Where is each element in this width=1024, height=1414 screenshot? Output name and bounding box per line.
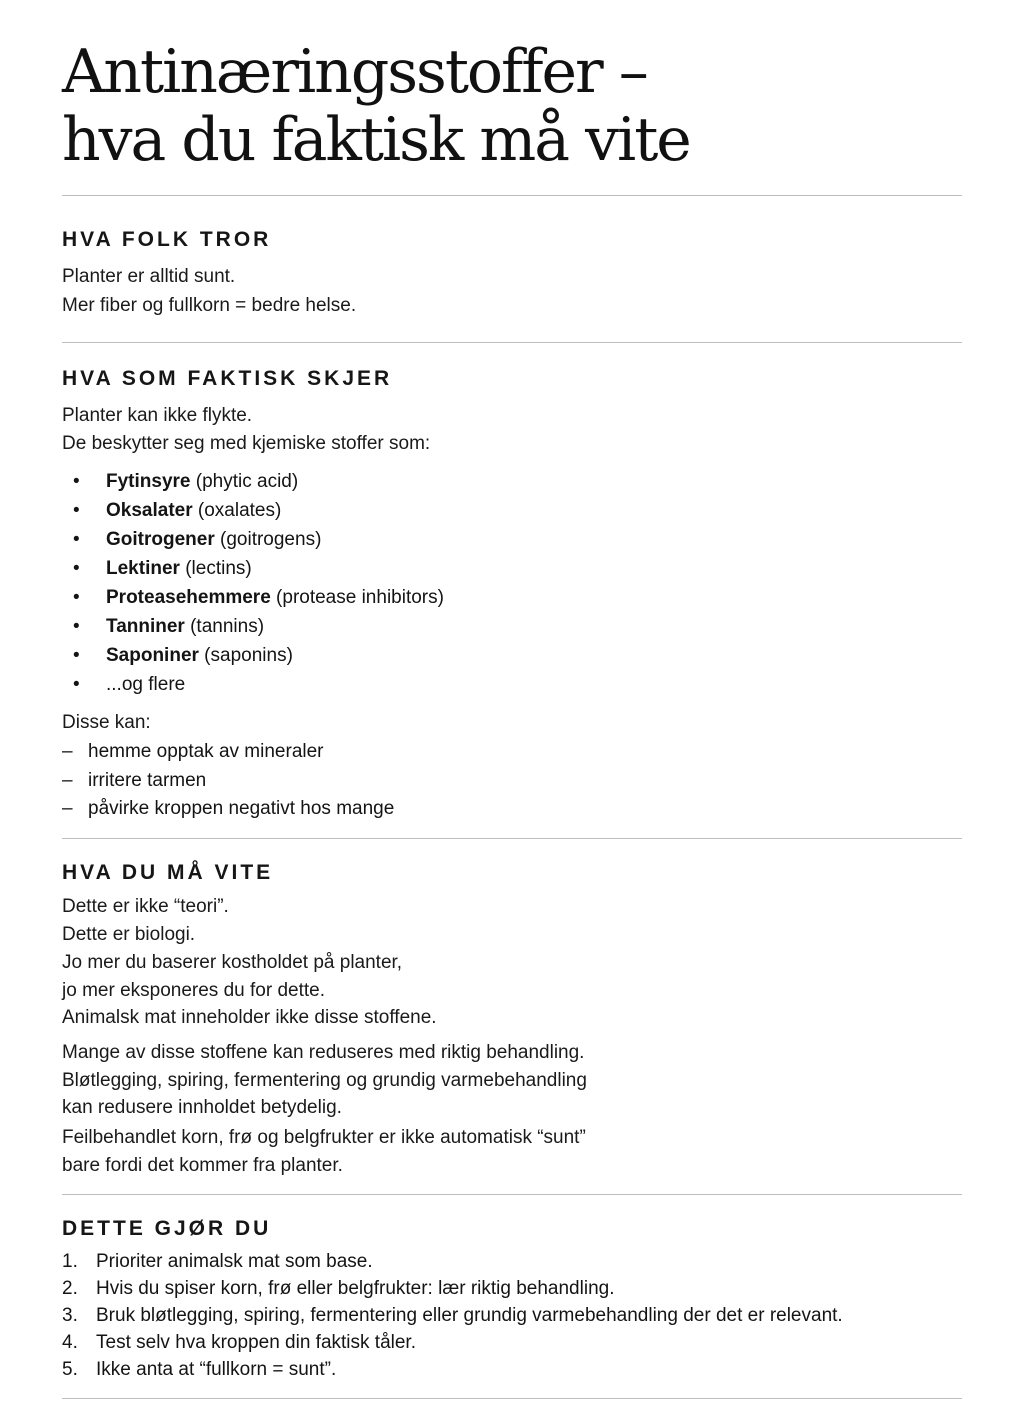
section-heading-beliefs: HVA FOLK TROR	[62, 228, 272, 251]
list-item: Prioriter animalsk mat som base.	[96, 1251, 373, 1272]
section-heading-what-to-know: HVA DU MÅ VITE	[62, 861, 274, 884]
list-item	[106, 528, 321, 552]
section-heading-what-happens: HVA SOM FAKTISK SKJER	[62, 367, 393, 390]
list-item-term: Fytinsyre	[106, 471, 191, 492]
list-item-translation: (tannins)	[184, 616, 265, 637]
body-line: Mer fiber og fullkorn = bedre helse.	[62, 295, 357, 316]
bullet-icon: •	[73, 500, 80, 521]
list-item	[106, 644, 293, 668]
body-line: De beskytter seg med kjemiske stoffer som:	[62, 433, 431, 454]
list-item-translation: (oxalates)	[192, 500, 282, 521]
bullet-icon: •	[73, 529, 80, 550]
section-heading-actions: DETTE GJØR DU	[62, 1217, 272, 1240]
body-line: kan redusere innholdet betydelig.	[62, 1097, 342, 1118]
list-item-translation: (saponins)	[198, 645, 293, 666]
bullet-icon: •	[73, 616, 80, 637]
divider	[62, 195, 962, 196]
body-line: Feilbehandlet korn, frø og belgfrukter er ikke automatisk “sunt”	[62, 1127, 586, 1148]
list-item-term: Lektiner	[106, 558, 180, 579]
bullet-icon: •	[73, 587, 80, 608]
list-item-term: Tanniner	[106, 616, 185, 637]
list-item-term: Saponiner	[106, 645, 199, 666]
body-line: Dette er ikke “teori”.	[62, 896, 229, 917]
list-item: Test selv hva kroppen din faktisk tåler.	[96, 1332, 416, 1353]
body-line: Planter er alltid sunt.	[62, 266, 236, 287]
page-title-line-1: Antinæringsstoffer –	[62, 37, 647, 107]
body-line: Dette er biologi.	[62, 924, 196, 945]
bullet-icon: •	[73, 471, 80, 492]
list-item-translation: (goitrogens)	[214, 529, 322, 550]
page-title-line-2: hva du faktisk må vite	[62, 105, 690, 175]
body-line: Animalsk mat inneholder ikke disse stoffene.	[62, 1007, 437, 1028]
bullet-icon: •	[73, 645, 80, 666]
list-item	[106, 615, 264, 639]
body-line: Planter kan ikke flykte.	[62, 405, 253, 426]
list-item	[106, 586, 444, 610]
list-item: Bruk bløtlegging, spiring, fermentering eller grundig varmebehandling der det er relevant.	[96, 1305, 843, 1326]
list-number: 3.	[62, 1305, 78, 1326]
divider	[62, 838, 962, 839]
list-item: påvirke kroppen negativt hos mange	[88, 798, 395, 819]
list-item	[106, 673, 185, 697]
dash-icon: –	[62, 798, 73, 819]
list-item: hemme opptak av mineraler	[88, 741, 324, 762]
bullet-icon: •	[73, 674, 80, 695]
list-item: Hvis du spiser korn, frø eller belgfrukter: lær riktig behandling.	[96, 1278, 615, 1299]
dash-icon: –	[62, 741, 73, 762]
list-item	[106, 499, 281, 523]
body-line: Jo mer du baserer kostholdet på planter,	[62, 952, 403, 973]
body-line: Mange av disse stoffene kan reduseres med riktig behandling.	[62, 1042, 585, 1063]
list-item	[106, 470, 298, 494]
body-line: bare fordi det kommer fra planter.	[62, 1155, 343, 1176]
divider	[62, 1194, 962, 1195]
list-number: 1.	[62, 1251, 78, 1272]
body-line: Bløtlegging, spiring, fermentering og grundig varmebehandling	[62, 1070, 587, 1091]
divider	[62, 1398, 962, 1399]
list-number: 2.	[62, 1278, 78, 1299]
list-item-translation: (phytic acid)	[190, 471, 299, 492]
list-item-term: Goitrogener	[106, 529, 215, 550]
list-item-term: Proteasehemmere	[106, 587, 271, 608]
body-line: Disse kan:	[62, 712, 151, 733]
divider	[62, 342, 962, 343]
list-item: Ikke anta at “fullkorn = sunt”.	[96, 1359, 337, 1380]
bullet-icon: •	[73, 558, 80, 579]
list-item-translation: (protease inhibitors)	[270, 587, 444, 608]
page-title	[62, 38, 690, 174]
list-item-term: Oksalater	[106, 500, 193, 521]
list-number: 5.	[62, 1359, 78, 1380]
list-item: irritere tarmen	[88, 770, 207, 791]
list-item-translation: (lectins)	[179, 558, 252, 579]
body-line: jo mer eksponeres du for dette.	[62, 980, 325, 1001]
list-item	[106, 557, 252, 581]
list-number: 4.	[62, 1332, 78, 1353]
dash-icon: –	[62, 770, 73, 791]
list-item-translation: ...og flere	[106, 674, 186, 695]
